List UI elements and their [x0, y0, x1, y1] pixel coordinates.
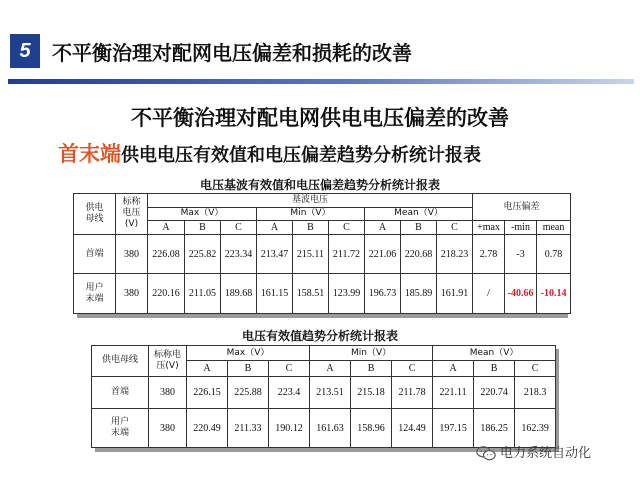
table1-header-mean: Mean（V）	[365, 207, 473, 221]
table1-header-nominal: 标称 电压 (V)	[116, 194, 148, 235]
row-label: 用户 末端	[92, 409, 149, 448]
table1-phase-header: C	[329, 221, 365, 235]
table1-phase-header: A	[365, 221, 401, 235]
sub-heading-rest: 供电电压有效值和电压偏差趋势分析统计报表	[121, 145, 481, 166]
deviation-cell: -3	[505, 234, 537, 274]
value-cell: 162.39	[515, 409, 556, 448]
value-cell: 211.05	[185, 274, 221, 314]
value-cell: 226.15	[187, 376, 228, 409]
value-cell: 223.4	[269, 376, 310, 409]
slide-number: 5	[19, 40, 31, 62]
table1-phase-header: C	[221, 221, 257, 235]
table2-phase-header: A	[187, 361, 228, 376]
value-cell: 218.23	[437, 234, 473, 274]
row-label: 首端	[74, 234, 116, 274]
table1-header-dev: 电压偏差	[473, 194, 571, 221]
table1-dev-header: +max	[473, 221, 505, 235]
value-cell: 186.25	[474, 409, 515, 448]
value-cell: 197.15	[433, 409, 474, 448]
deviation-cell: -10.14	[537, 274, 571, 314]
table1-dev-header: mean	[537, 221, 571, 235]
table2-phase-header: B	[228, 361, 269, 376]
table1-phase-header: B	[401, 221, 437, 235]
deviation-cell: -40.66	[505, 274, 537, 314]
table2-phase-header: A	[310, 361, 351, 376]
table2-header-min: Min（V）	[310, 346, 433, 361]
value-cell: 220.74	[474, 376, 515, 409]
nominal-cell: 380	[116, 274, 148, 314]
value-cell: 220.16	[148, 274, 185, 314]
table2-phase-header: C	[392, 361, 433, 376]
value-cell: 185.89	[401, 274, 437, 314]
value-cell: 190.12	[269, 409, 310, 448]
table1-header-max: Max（V）	[148, 207, 257, 221]
table1-phase-header: A	[257, 221, 293, 235]
value-cell: 158.96	[351, 409, 392, 448]
value-cell: 189.68	[221, 274, 257, 314]
value-cell: 123.99	[329, 274, 365, 314]
table2-phase-header: C	[515, 361, 556, 376]
value-cell: 220.49	[187, 409, 228, 448]
row-label: 首端	[92, 376, 149, 409]
value-cell: 158.51	[293, 274, 329, 314]
table1-phase-header: A	[148, 221, 185, 235]
table1-phase-header: B	[185, 221, 221, 235]
table2-phase-header: B	[474, 361, 515, 376]
header-divider	[8, 79, 634, 84]
deviation-cell: 2.78	[473, 234, 505, 274]
deviation-cell: /	[473, 274, 505, 314]
value-cell: 211.33	[228, 409, 269, 448]
nominal-cell: 380	[116, 234, 148, 274]
table2-header-max: Max（V）	[187, 346, 310, 361]
table2-header-line: 供电母线	[92, 346, 149, 377]
table1-caption: 电压基波有效值和电压偏差趋势分析统计报表	[199, 178, 440, 192]
value-cell: 196.73	[365, 274, 401, 314]
table1-row	[74, 274, 571, 314]
value-cell: 215.11	[293, 234, 329, 274]
table2-row	[92, 376, 556, 409]
table1-phase-header: C	[437, 221, 473, 235]
value-cell: 221.06	[365, 234, 401, 274]
table1-header-line: 供电 母线	[74, 194, 116, 235]
table1-header-fund: 基波电压	[148, 194, 473, 208]
deviation-cell: 0.78	[537, 234, 571, 274]
table2-caption: 电压有效值趋势分析统计报表	[241, 329, 398, 343]
value-cell: 161.91	[437, 274, 473, 314]
slide-header	[0, 0, 640, 86]
nominal-cell: 380	[149, 376, 187, 409]
value-cell: 225.82	[185, 234, 221, 274]
value-cell: 213.47	[257, 234, 293, 274]
table2-phase-header: C	[269, 361, 310, 376]
nominal-cell: 380	[149, 409, 187, 448]
watermark	[476, 442, 626, 462]
value-cell: 215.18	[351, 376, 392, 409]
sub-heading	[58, 138, 481, 168]
value-cell: 218.3	[515, 376, 556, 409]
table1-dev-header: -min	[505, 221, 537, 235]
table1-row	[74, 234, 571, 274]
value-cell: 161.63	[310, 409, 351, 448]
value-cell: 124.49	[392, 409, 433, 448]
value-cell: 211.78	[392, 376, 433, 409]
row-label: 用户 末端	[74, 274, 116, 314]
watermark-text: 电力系统自动化	[500, 446, 592, 461]
value-cell: 225.88	[228, 376, 269, 409]
value-cell: 220.68	[401, 234, 437, 274]
table1-phase-header: B	[293, 221, 329, 235]
value-cell: 211.72	[329, 234, 365, 274]
table2	[91, 345, 556, 448]
table2-phase-header: B	[351, 361, 392, 376]
table1-header-min: Min（V）	[257, 207, 365, 221]
slide-title: 不平衡治理对配网电压偏差和损耗的改善	[52, 41, 412, 65]
table1	[73, 193, 571, 314]
table2-phase-header: A	[433, 361, 474, 376]
main-heading: 不平衡治理对配电网供电电压偏差的改善	[131, 106, 509, 130]
slide-number-badge	[10, 34, 40, 68]
table2-header-mean: Mean（V）	[433, 346, 556, 361]
value-cell: 161.15	[257, 274, 293, 314]
wechat-icon	[476, 446, 496, 461]
value-cell: 226.08	[148, 234, 185, 274]
value-cell: 223.34	[221, 234, 257, 274]
value-cell: 221.11	[433, 376, 474, 409]
sub-heading-highlight: 首末端	[58, 142, 121, 166]
table2-header-nominal: 标称电 压(V)	[149, 346, 187, 377]
value-cell: 213.51	[310, 376, 351, 409]
